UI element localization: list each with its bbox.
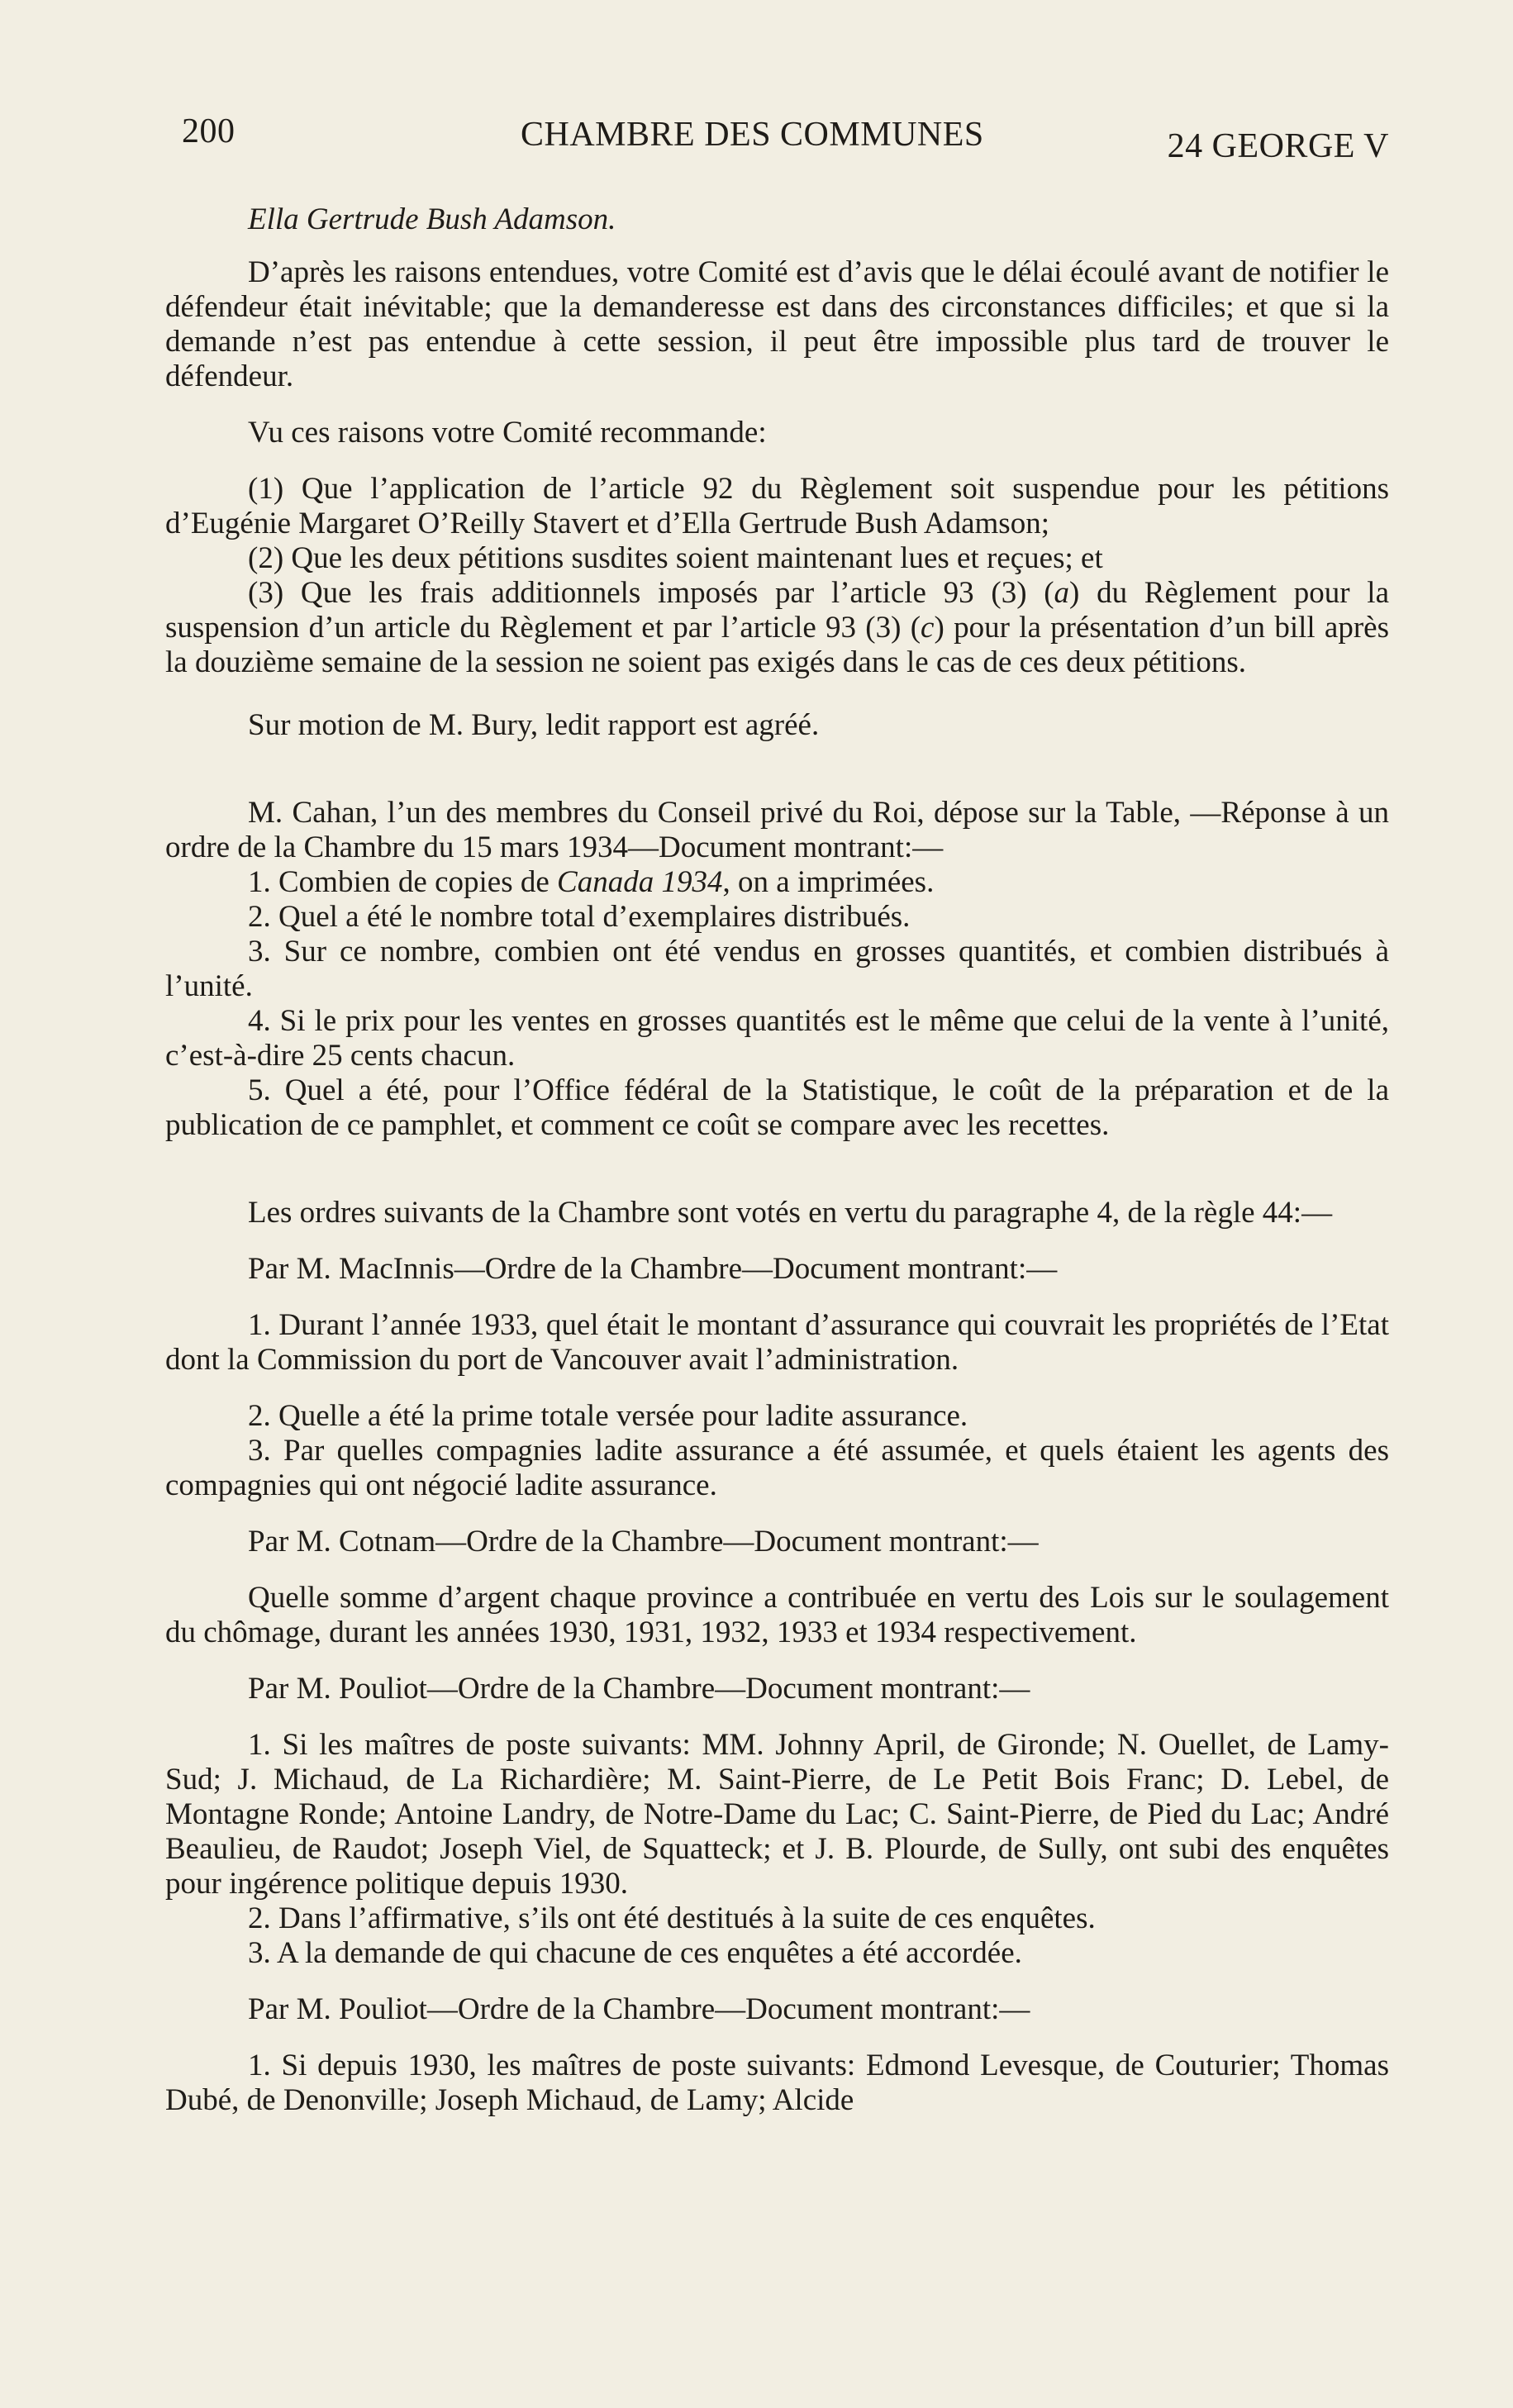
page-body: [165, 202, 1389, 2118]
list-item: 5. Quel a été, pour l’Office fédéral de la Statistique, le coût de la préparation et de la publication de ce pamphlet, et comment ce coût se compare avec les recettes.: [165, 1073, 1389, 1142]
list-item: 2. Dans l’affirmative, s’ils ont été destitués à la suite de ces enquêtes.: [248, 1901, 1096, 1935]
list-item: 3. Par quelles compagnies ladite assurance a été assumée, et quels étaient les agents des compagnies qui ont négocié ladite assurance.: [165, 1434, 1389, 1502]
recommendation-item: (3) Que les frais additionnels imposés par l’article 93 (3) (a) du Règlement pour la suspension d’un article du Règlement et par l’article 93 (3) (c) pour la présentation d’un bill après la douzième semaine de la session ne soient pas exigés dans le cas de ces deux pétitions.: [165, 576, 1389, 679]
motion-text: Sur motion de M. Bury, ledit rapport est agréé.: [248, 708, 820, 742]
list-item: 3. Sur ce nombre, combien ont été vendus en grosses quantités, et combien distribués à l’unité.: [165, 935, 1389, 1003]
list-item: 1. Durant l’année 1933, quel était le montant d’assurance qui couvrait les propriétés de l’Etat dont la Commission du port de Vancouver avait l’administration.: [165, 1308, 1389, 1377]
paragraph: Les ordres suivants de la Chambre sont votés en vertu du paragraphe 4, de la règle 44:—: [248, 1196, 1333, 1230]
list-item: 1. Si depuis 1930, les maîtres de poste suivants: Edmond Levesque, de Couturier; Thomas Dubé, de Denonville; Joseph Michaud, de Lamy; Alcide: [165, 2049, 1389, 2117]
list-item: 1. Si les maîtres de poste suivants: MM. Johnny April, de Gironde; N. Ouellet, de Lamy-Sud; J. Michaud, de La Richardière; M. Saint-Pierre, de Le Petit Bois Franc; D. Lebel, de Montagne Ronde; Antoine Landry, de Notre-Dame du Lac; C. Saint-Pierre, de Pied du Lac; André Beaulieu, de Raudot; Joseph Viel, de Squatteck; et J. B. Plourde, de Sully, ont subi des enquêtes pour ingérence politique depuis 1930.: [165, 1728, 1389, 1901]
order-heading: Par M. Pouliot—Ordre de la Chambre—Document montrant:—: [248, 1672, 1030, 1706]
recommendation-item: (2) Que les deux pétitions susdites soient maintenant lues et reçues; et: [248, 541, 1103, 575]
list-item: 1. Combien de copies de Canada 1934, on a imprimées.: [248, 865, 935, 899]
order-heading: Par M. Pouliot—Ordre de la Chambre—Document montrant:—: [248, 1992, 1030, 2026]
regnal-year: 24 GEORGE V: [1167, 127, 1389, 165]
list-item: 2. Quel a été le nombre total d’exemplaires distribués.: [248, 900, 911, 934]
order-heading: Par M. Cotnam—Ordre de la Chambre—Document montrant:—: [248, 1525, 1039, 1559]
paragraph: Quelle somme d’argent chaque province a contribuée en vertu des Lois sur le soulagement du chômage, durant les années 1930, 1931, 1932, 1933 et 1934 respectivement.: [165, 1581, 1389, 1649]
running-head: [165, 112, 1389, 169]
list-item: 2. Quelle a été la prime totale versée pour ladite assurance.: [248, 1399, 968, 1433]
paragraph: Vu ces raisons votre Comité recommande:: [248, 416, 767, 450]
petitioner-name: Ella Gertrude Bush Adamson.: [248, 202, 616, 236]
page-number: 200: [182, 112, 236, 150]
list-item: 4. Si le prix pour les ventes en grosses quantités est le même que celui de la vente à l’unité, c’est-à-dire 25 cents chacun.: [165, 1004, 1389, 1073]
recommendation-item: (1) Que l’application de l’article 92 du Règlement soit suspendue pour les pétitions d’Eugénie Margaret O’Reilly Stavert et d’Ella Gertrude Bush Adamson;: [165, 472, 1389, 540]
order-heading: Par M. MacInnis—Ordre de la Chambre—Document montrant:—: [248, 1252, 1058, 1286]
list-item: 3. A la demande de qui chacune de ces enquêtes a été accordée.: [248, 1936, 1022, 1970]
paragraph: D’après les raisons entendues, votre Comité est d’avis que le délai écoulé avant de notifier le défendeur était inévitable; que la demanderesse est dans des circonstances difficiles; et que si la demande n’est pas entendue à cette session, il peut être impossible plus tard de trouver le défendeur.: [165, 255, 1389, 393]
running-title: CHAMBRE DES COMMUNES: [521, 116, 984, 154]
paragraph: M. Cahan, l’un des membres du Conseil privé du Roi, dépose sur la Table, —Réponse à un ordre de la Chambre du 15 mars 1934—Document montrant:—: [165, 796, 1389, 864]
